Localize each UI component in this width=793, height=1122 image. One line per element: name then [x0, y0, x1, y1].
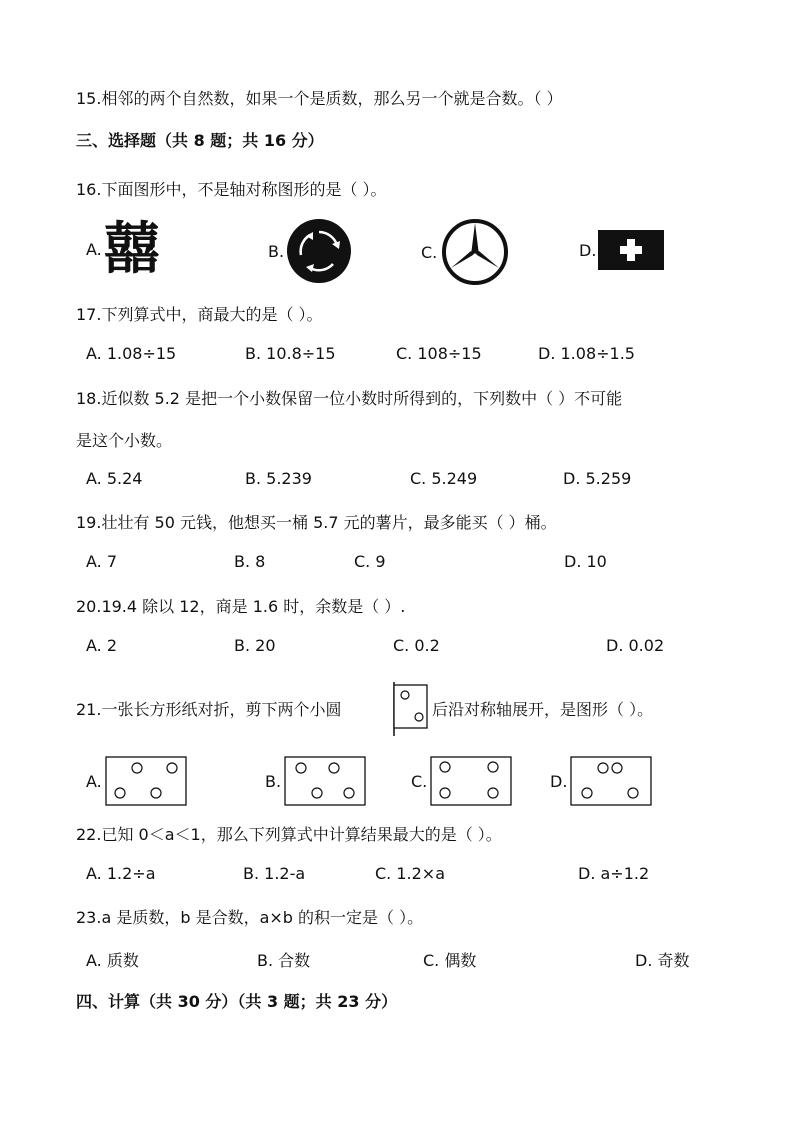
q19-option-d[interactable]: D. 10: [564, 552, 607, 571]
q16-option-c-label: C.: [421, 242, 438, 262]
section-4-heading: 四、计算（共 30 分）（共 3 题；共 23 分）: [76, 992, 398, 1011]
q21-option-c-label: C.: [411, 771, 428, 791]
q17-option-b[interactable]: B. 10.8÷15: [245, 344, 336, 363]
q22-option-b[interactable]: B. 1.2-a: [243, 864, 306, 883]
rectangle-four-circles-icon: [429, 755, 513, 807]
question-23: 23.a 是质数，b 是合数，a×b 的积一定是（ ）。: [76, 908, 424, 927]
q23-option-c[interactable]: C. 偶数: [423, 951, 477, 970]
question-20: 20.19.4 除以 12，商是 1.6 时，余数是（ ）.: [76, 597, 406, 616]
q16-option-a[interactable]: [86, 218, 160, 280]
q17-option-d[interactable]: D. 1.08÷1.5: [538, 344, 635, 363]
question-16: 16.下面图形中，不是轴对称图形的是（ ）。: [76, 180, 387, 199]
q22-option-d[interactable]: D. a÷1.2: [578, 864, 650, 883]
q18-option-b[interactable]: B. 5.239: [245, 469, 312, 488]
question-18-line-1: 18.近似数 5.2 是把一个小数保留一位小数时所得到的，下列数中（ ）不可能: [76, 389, 623, 408]
rectangle-four-circles-icon: [283, 755, 367, 807]
question-15: 15.相邻的两个自然数，如果一个是质数，那么另一个就是合数。（ ）: [76, 89, 563, 108]
q20-option-d[interactable]: D. 0.02: [606, 636, 665, 655]
q19-option-c[interactable]: C. 9: [354, 552, 386, 571]
q23-option-d[interactable]: D. 奇数: [635, 951, 690, 970]
q20-option-c[interactable]: C. 0.2: [393, 636, 440, 655]
q16-option-b[interactable]: [268, 218, 352, 284]
q21-option-a[interactable]: [86, 755, 188, 807]
q21-option-c[interactable]: [411, 755, 513, 807]
q19-option-a[interactable]: A. 7: [86, 552, 118, 571]
q22-option-c[interactable]: C. 1.2×a: [375, 864, 445, 883]
section-3-heading: 三、选择题（共 8 题；共 16 分）: [76, 131, 324, 150]
q20-option-a[interactable]: A. 2: [86, 636, 118, 655]
recycle-arrows-circle-icon: [286, 218, 352, 284]
q21-option-b[interactable]: [265, 755, 367, 807]
q17-option-c[interactable]: C. 108÷15: [396, 344, 482, 363]
q19-option-b[interactable]: B. 8: [234, 552, 266, 571]
question-21-text-after: 后沿对称轴展开，是图形（ ）。: [432, 700, 654, 719]
double-happiness-icon: 囍: [103, 216, 160, 282]
q21-option-d-label: D.: [550, 771, 568, 791]
q16-option-c[interactable]: [421, 218, 511, 286]
question-17: 17.下列算式中，商最大的是（ ）。: [76, 305, 323, 324]
q16-option-d[interactable]: [579, 230, 664, 270]
q18-option-a[interactable]: A. 5.24: [86, 469, 143, 488]
folded-paper-two-circles-icon: [389, 680, 431, 738]
question-19: 19.壮壮有 50 元钱，他想买一桶 5.7 元的薯片，最多能买（ ）桶。: [76, 513, 557, 532]
q17-option-a[interactable]: A. 1.08÷15: [86, 344, 177, 363]
q22-option-a[interactable]: A. 1.2÷a: [86, 864, 156, 883]
q16-option-b-label: B.: [268, 241, 285, 261]
question-21-text-before: 21.一张长方形纸对折，剪下两个小圆: [76, 700, 342, 719]
question-22: 22.已知 0＜a＜1，那么下列算式中计算结果最大的是（ ）。: [76, 825, 502, 844]
q23-option-b[interactable]: B. 合数: [257, 951, 311, 970]
q20-option-b[interactable]: B. 20: [234, 636, 276, 655]
question-18-line-2: 是这个小数。: [76, 431, 173, 450]
rectangle-four-circles-icon: [104, 755, 188, 807]
q21-option-a-label: A.: [86, 771, 102, 791]
rectangle-four-circles-icon: [569, 755, 653, 807]
q21-option-b-label: B.: [265, 771, 282, 791]
q16-option-d-label: D.: [579, 240, 597, 260]
q23-option-a[interactable]: A. 质数: [86, 951, 139, 970]
q18-option-d[interactable]: D. 5.259: [563, 469, 632, 488]
three-pointed-star-icon: [439, 218, 511, 286]
q18-option-c[interactable]: C. 5.249: [410, 469, 478, 488]
q16-option-a-label: A.: [86, 239, 102, 259]
white-cross-flag-icon: [598, 230, 664, 270]
q21-option-d[interactable]: [550, 755, 653, 807]
